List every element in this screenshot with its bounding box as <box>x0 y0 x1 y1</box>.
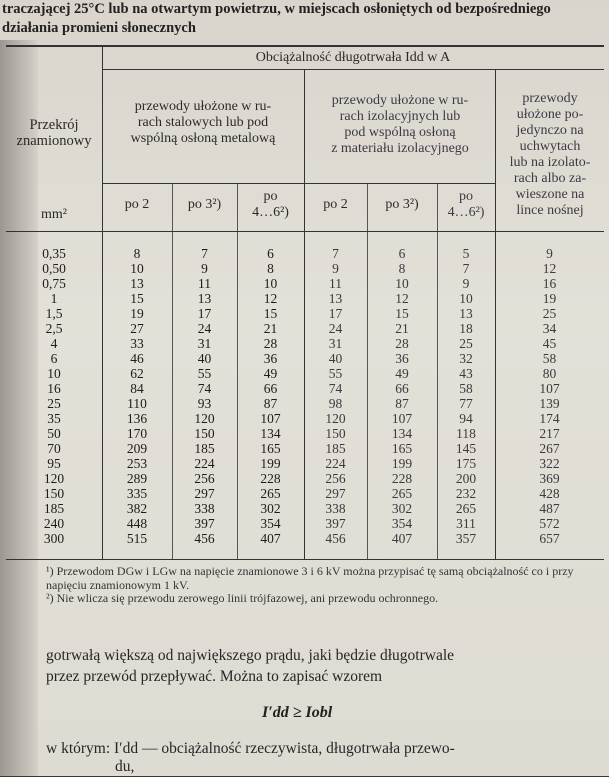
table-cell: 572 <box>539 516 560 531</box>
table-cell: 16 <box>47 381 61 396</box>
body-line-3: w którym: I′dd — obciążalność rzeczywista, długotrwała przewo- <box>46 740 455 757</box>
table-cell: 165 <box>260 441 281 456</box>
table-cell: 134 <box>391 426 413 441</box>
table-cell: 7 <box>462 261 470 276</box>
table-cell: 33 <box>130 336 144 351</box>
table-cell: 200 <box>455 471 477 486</box>
page-header <box>2 0 607 38</box>
header-unit: mm² <box>41 207 67 222</box>
table-cell: 70 <box>47 441 61 456</box>
table-cell: 657 <box>539 531 560 546</box>
table-cell: 265 <box>455 501 477 516</box>
column-przekroj <box>6 246 102 546</box>
table-cell: 58 <box>542 351 557 366</box>
table-cell: 45 <box>542 336 557 351</box>
table-cell: 16 <box>542 276 557 291</box>
table-cell: 5 <box>462 246 470 261</box>
table-cell: 24 <box>328 321 343 336</box>
table-cell: 228 <box>391 471 413 486</box>
table-cell: 87 <box>263 396 278 411</box>
table-cell: 120 <box>194 411 215 426</box>
table-cell: 28 <box>263 336 278 351</box>
table-cell: 428 <box>539 486 560 501</box>
table-cell: 354 <box>391 516 413 531</box>
table-cell: 357 <box>455 531 477 546</box>
body-line-4: du, <box>115 758 135 775</box>
table-cell: 139 <box>539 396 560 411</box>
footnotes <box>46 565 601 606</box>
table-cell: 50 <box>47 426 61 441</box>
table-cell: 10 <box>459 291 473 306</box>
table-cell: 36 <box>263 351 278 366</box>
table-cell: 209 <box>126 441 148 456</box>
table-cell: 13 <box>459 306 473 321</box>
table-cell: 11 <box>198 276 211 291</box>
table-cell: 43 <box>459 366 473 381</box>
table-cell: 93 <box>197 396 212 411</box>
table-cell: 9 <box>546 246 553 261</box>
table-cell: 456 <box>325 531 346 546</box>
table-cell: 118 <box>456 426 476 441</box>
column-g3 <box>495 246 604 546</box>
table-cell: 185 <box>194 441 215 456</box>
table-cell: 265 <box>391 486 413 501</box>
table-cell: 300 <box>43 531 65 546</box>
table-cell: 25 <box>542 306 557 321</box>
table-cell: 55 <box>197 366 212 381</box>
table-cell: 6 <box>50 351 58 366</box>
table-cell: 256 <box>325 471 346 486</box>
ampacity-table <box>6 45 604 560</box>
table-cell: 456 <box>194 531 215 546</box>
table-cell: 58 <box>459 381 473 396</box>
header-group-izolacyjne: przewody ułożone w ru- rach izolacyjnych lub pod wspólną osłoną z materiału izolacyjnego <box>331 93 469 156</box>
table-cell: 77 <box>459 396 473 411</box>
table-cell: 35 <box>47 411 61 426</box>
table-cell: 15 <box>395 306 409 321</box>
table-cell: 24 <box>197 321 212 336</box>
sub-g1-po3: po 3²) <box>187 197 222 212</box>
header-line-2: działania promieni słonecznych <box>2 20 196 36</box>
table-cell: 0,75 <box>42 276 66 291</box>
table-cell: 338 <box>325 501 346 516</box>
table-cell: 8 <box>267 261 274 276</box>
table-cell: 17 <box>197 306 212 321</box>
table-cell: 267 <box>539 441 560 456</box>
table-cell: 515 <box>126 531 148 546</box>
table-cell: 12 <box>263 291 278 306</box>
table-cell: 84 <box>130 381 144 396</box>
table-cell: 13 <box>328 291 343 306</box>
table-cell: 232 <box>455 486 477 501</box>
table-cell: 107 <box>260 411 281 426</box>
table-cell: 175 <box>455 456 477 471</box>
table-cell: 224 <box>325 456 346 471</box>
sub-g2-po3: po 3²) <box>385 197 419 212</box>
table-cell: 6 <box>267 246 274 261</box>
header-obciazalnosc: Obciążalność długotrwała Idd w A <box>255 50 451 65</box>
table-cell: 407 <box>391 531 413 546</box>
table-cell: 297 <box>194 486 215 501</box>
table-cell: 10 <box>263 276 278 291</box>
table-cell: 199 <box>260 456 281 471</box>
table-cell: 107 <box>539 381 560 396</box>
table-cell: 98 <box>328 396 343 411</box>
table-cell: 28 <box>395 336 409 351</box>
table-cell: 2,5 <box>45 321 63 336</box>
column-g2-po4 <box>437 246 495 546</box>
table-cell: 1 <box>50 291 58 306</box>
table-cell: 382 <box>126 501 148 516</box>
table-cell: 25 <box>47 396 61 411</box>
table-cell: 134 <box>260 426 281 441</box>
table-cell: 11 <box>329 276 342 291</box>
sub-g2-po4: po 4…6²) <box>447 189 485 220</box>
table-cell: 0,35 <box>42 246 66 261</box>
table-cell: 6 <box>398 246 406 261</box>
table-cell: 66 <box>263 381 278 396</box>
table-cell: 8 <box>398 261 406 276</box>
formula: I′dd ≥ Iobl <box>262 704 333 721</box>
table-cell: 15 <box>263 306 278 321</box>
table-cell: 170 <box>126 426 148 441</box>
table-cell: 27 <box>130 321 144 336</box>
table-cell: 289 <box>126 471 148 486</box>
table-cell: 10 <box>47 366 61 381</box>
body-line-2: przez przewód przepływać. Można to zapisać wzorem <box>46 668 383 685</box>
table-cell: 32 <box>459 351 473 366</box>
table-cell: 25 <box>459 336 473 351</box>
footnote-1: ¹) Przewodom DGw i LGw na napięcie znamionowe 3 i 6 kV można przypisać tę samą obciążalność co i przy napięciu znamionowym 1 kV. <box>46 564 574 592</box>
column-g1-po2 <box>102 246 172 546</box>
table-cell: 17 <box>328 306 343 321</box>
column-g2-po2 <box>304 246 367 546</box>
table-cell: 407 <box>260 531 281 546</box>
table-cell: 228 <box>260 471 281 486</box>
table-cell: 40 <box>197 351 212 366</box>
table-cell: 19 <box>542 291 557 306</box>
table-cell: 397 <box>194 516 215 531</box>
table-cell: 10 <box>130 261 144 276</box>
table-cell: 150 <box>325 426 346 441</box>
table-cell: 12 <box>395 291 409 306</box>
table-cell: 49 <box>263 366 278 381</box>
table-cell: 7 <box>332 246 339 261</box>
table-cell: 240 <box>43 516 65 531</box>
table-cell: 487 <box>539 501 560 516</box>
table-cell: 322 <box>539 456 560 471</box>
table-cell: 145 <box>455 441 477 456</box>
table-cell: 397 <box>325 516 346 531</box>
table-cell: 354 <box>260 516 281 531</box>
table-cell: 265 <box>260 486 281 501</box>
table-cell: 4 <box>50 336 58 351</box>
table-cell: 217 <box>539 426 560 441</box>
table-cell: 18 <box>459 321 473 336</box>
column-g1-po4 <box>237 246 304 546</box>
table-cell: 107 <box>391 411 413 426</box>
table-cell: 10 <box>395 276 409 291</box>
table-cell: 34 <box>542 321 557 336</box>
table-cell: 40 <box>328 351 343 366</box>
sub-g2-po2: po 2 <box>323 197 348 212</box>
table-cell: 74 <box>328 381 343 396</box>
table-cell: 297 <box>325 486 346 501</box>
body-line-1: gotrwałą większą od największego prądu, jaki będzie długotrwale <box>46 647 455 664</box>
table-cell: 62 <box>130 366 144 381</box>
column-g1-po3 <box>172 246 237 546</box>
table-cell: 7 <box>201 246 208 261</box>
table-cell: 9 <box>332 261 339 276</box>
table-cell: 1,5 <box>45 306 63 321</box>
table-cell: 13 <box>130 276 144 291</box>
header-group-stalowe: przewody ułożone w ru- rach stalowych lub pod wspólną osłoną metalową <box>130 99 276 146</box>
table-cell: 15 <box>130 291 144 306</box>
sub-g1-po2: po 2 <box>124 197 150 212</box>
table-cell: 136 <box>126 411 148 426</box>
table-cell: 66 <box>395 381 409 396</box>
header-group-uchwyty: przewody ułożone po- jedynczo na uchwytach lub na izolato- rach albo za- wieszone na lince nośnej <box>509 91 591 218</box>
table-cell: 302 <box>260 501 281 516</box>
footnote-2: ²) Nie wlicza się przewodu zerowego linii trójfazowej, ani przewodu ochronnego. <box>46 591 439 605</box>
table-cell: 185 <box>43 501 65 516</box>
table-cell: 87 <box>395 396 409 411</box>
table-cell: 448 <box>126 516 148 531</box>
table-cell: 302 <box>391 501 413 516</box>
table-cell: 46 <box>130 351 144 366</box>
table-cell: 110 <box>127 396 147 411</box>
table-cell: 13 <box>197 291 212 306</box>
table-cell: 9 <box>462 276 470 291</box>
table-cell: 94 <box>459 411 473 426</box>
header-line-1: traczającej 25°C lub na otwartym powietrzu, w miejscach osłoniętych od bezpośredniego <box>2 1 551 17</box>
sub-g1-po4: po 4…6²) <box>252 189 289 220</box>
column-g2-po3 <box>367 246 437 546</box>
table-cell: 311 <box>456 516 476 531</box>
table-cell: 31 <box>197 336 212 351</box>
table-cell: 95 <box>47 456 61 471</box>
table-cell: 21 <box>263 321 278 336</box>
table-cell: 120 <box>325 411 346 426</box>
table-cell: 335 <box>126 486 148 501</box>
table-cell: 165 <box>391 441 413 456</box>
table-cell: 0,50 <box>42 261 66 276</box>
table-cell: 120 <box>43 471 65 486</box>
table-cell: 80 <box>542 366 557 381</box>
table-cell: 36 <box>395 351 409 366</box>
table-cell: 19 <box>130 306 144 321</box>
table-cell: 21 <box>395 321 409 336</box>
table-cell: 174 <box>539 411 560 426</box>
table-cell: 8 <box>133 246 141 261</box>
header-przekroj: Przekrój znamionowy <box>16 117 92 149</box>
table-cell: 253 <box>126 456 148 471</box>
table-cell: 12 <box>542 261 557 276</box>
table-cell: 224 <box>194 456 215 471</box>
table-cell: 49 <box>395 366 409 381</box>
table-cell: 256 <box>194 471 215 486</box>
table-cell: 9 <box>201 261 208 276</box>
table-cell: 338 <box>194 501 215 516</box>
table-cell: 150 <box>194 426 215 441</box>
table-cell: 185 <box>325 441 346 456</box>
table-cell: 369 <box>539 471 560 486</box>
table-cell: 31 <box>328 336 343 351</box>
table-cell: 74 <box>197 381 212 396</box>
table-cell: 150 <box>43 486 65 501</box>
table-cell: 55 <box>328 366 343 381</box>
table-cell: 199 <box>391 456 413 471</box>
